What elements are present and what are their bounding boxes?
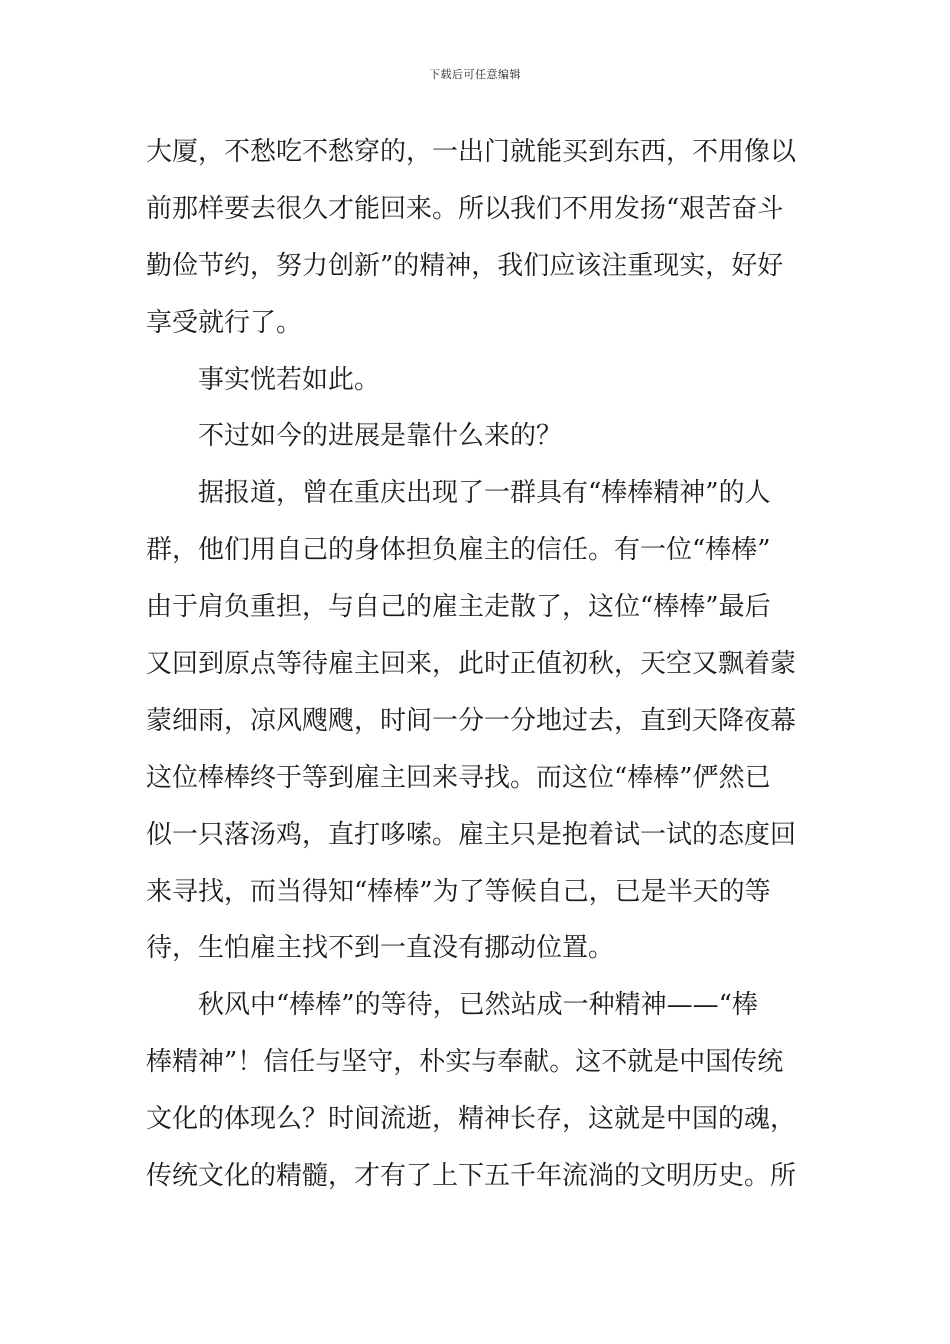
text-line: 来寻找，而当得知“棒棒”为了等候自己，已是半天的等 [146, 876, 771, 907]
text-line: 大厦，不愁吃不愁穿的，一出门就能买到东西，不用像以 [146, 137, 797, 167]
paragraph-first-line: 不过如今的进展是靠什么来的？ [198, 421, 563, 452]
text-line: 棒精神”！信任与坚守，朴实与奉献。这不就是中国传统 [146, 1047, 784, 1078]
paragraph-first-line: 秋风中“棒棒”的等待，已然站成一种精神——“棒 [198, 990, 758, 1021]
text-line: 勤俭节约，努力创新”的精神，我们应该注重现实，好好 [146, 250, 784, 281]
text-line: 又回到原点等待雇主回来，此时正值初秋，天空又飘着蒙 [146, 649, 797, 680]
text-line: 蒙细雨，凉风飕飕，时间一分一分地过去，直到天降夜幕 [146, 705, 797, 736]
text-line: 群，他们用自己的身体担负雇主的信任。有一位“棒棒” [146, 535, 771, 566]
text-line: 待，生怕雇主找不到一直没有挪动位置。 [146, 933, 615, 964]
paragraph-first-line: 事实恍若如此。 [198, 364, 381, 395]
paragraph-first-line: 据报道，曾在重庆出现了一群具有“棒棒精神”的人 [198, 478, 771, 509]
text-line: 享受就行了。 [146, 307, 303, 338]
document-body [146, 124, 808, 1205]
text-line: 前那样要去很久才能回来。所以我们不用发扬“艰苦奋斗 [146, 193, 784, 224]
text-line: 似一只落汤鸡，直打哆嗦。雇主只是抱着试一试的态度回 [146, 819, 797, 850]
text-line: 由于肩负重担，与自己的雇主走散了，这位“棒棒”最后 [146, 592, 771, 623]
page-header: 下载后可任意编辑 [429, 68, 521, 81]
text-line: 传统文化的精髓，才有了上下五千年流淌的文明历史。所 [146, 1161, 797, 1192]
text-line: 这位棒棒终于等到雇主回来寻找。而这位“棒棒”俨然已 [146, 762, 771, 793]
text-line: 文化的体现么？时间流逝，精神长存，这就是中国的魂， [146, 1104, 797, 1135]
